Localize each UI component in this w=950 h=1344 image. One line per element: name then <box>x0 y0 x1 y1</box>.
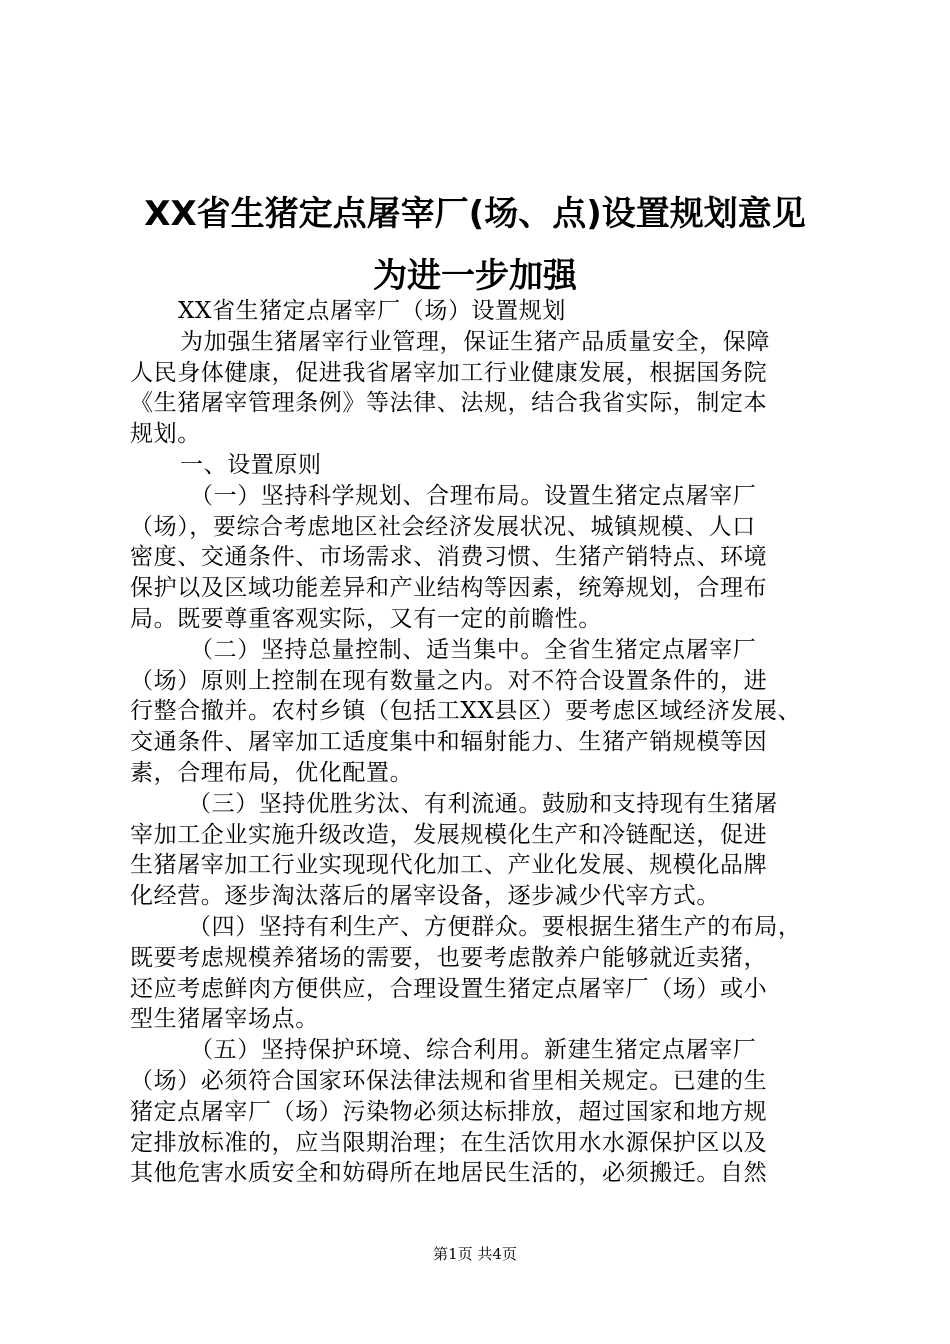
text-line: （一）坚持科学规划、合理布局。设置生猪定点屠宰厂 <box>190 482 757 509</box>
text-line: （四）坚持有利生产、方便群众。要根据生猪生产的布局， <box>188 913 802 940</box>
text-line: （场），要综合考虑地区社会经济发展状况、城镇规模、人口 <box>130 513 756 540</box>
text-line: 人民身体健康，促进我省屠宰加工行业健康发展，根据国务院 <box>130 359 768 386</box>
text-line: （三）坚持优胜劣汰、有利流通。鼓励和支持现有生猪屠 <box>188 790 778 817</box>
text-line: 行整合撤并。农村乡镇（包括工XX县区）要考虑区域经济发展、 <box>130 698 802 725</box>
text-line: 猪定点屠宰厂（场）污染物必须达标排放，超过国家和地方规 <box>130 1098 768 1125</box>
document-body <box>130 296 830 1189</box>
document-subtitle: XX省生猪定点屠宰厂（场）设置规划 <box>178 298 566 324</box>
text-line: （五）坚持保护环境、综合利用。新建生猪定点屠宰厂 <box>190 1037 757 1064</box>
document-title-line-1: XX省生猪定点屠宰厂(场、点)设置规划意见 <box>144 194 806 234</box>
text-line: 《生猪屠宰管理条例》等法律、法规，结合我省实际，制定本 <box>130 390 768 417</box>
text-line: （场）必须符合国家环保法律法规和省里相关规定。已建的生 <box>130 1067 768 1094</box>
text-line: （场）原则上控制在现有数量之内。对不符合设置条件的，进 <box>130 667 768 694</box>
text-line: 生猪屠宰加工行业实现现代化加工、产业化发展、规模化品牌 <box>130 852 768 879</box>
text-line: 其他危害水质安全和妨碍所在地居民生活的，必须搬迁。自然 <box>130 1160 768 1187</box>
text-line: 既要考虑规模养猪场的需要，也要考虑散养户能够就近卖猪， <box>130 944 768 971</box>
text-line: （二）坚持总量控制、适当集中。全省生猪定点屠宰厂 <box>190 636 757 663</box>
document-title-line-2: 为进一步加强 <box>373 256 577 296</box>
page-number-footer: 第1页 共4页 <box>433 1245 517 1263</box>
section-heading: 一、设置原则 <box>180 451 322 478</box>
text-line: 宰加工企业实施升级改造，发展规模化生产和冷链配送，促进 <box>130 821 768 848</box>
text-line: 保护以及区域功能差异和产业结构等因素，统筹规划，合理布 <box>130 575 768 602</box>
text-line: 素，合理布局，优化配置。 <box>130 759 414 786</box>
text-line: 规划。 <box>130 421 201 448</box>
text-line: 化经营。逐步淘汰落后的屠宰设备，逐步减少代宰方式。 <box>130 883 720 910</box>
text-line: 密度、交通条件、市场需求、消费习惯、生猪产销特点、环境 <box>130 544 768 571</box>
text-line: 还应考虑鲜肉方便供应，合理设置生猪定点屠宰厂（场）或小 <box>130 975 768 1002</box>
text-line: 为加强生猪屠宰行业管理，保证生猪产品质量安全，保障 <box>180 328 770 355</box>
text-line: 局。既要尊重客观实际，又有一定的前瞻性。 <box>130 605 602 632</box>
text-line: 型生猪屠宰场点。 <box>130 1006 319 1033</box>
text-line: 交通条件、屠宰加工适度集中和辐射能力、生猪产销规模等因 <box>130 729 768 756</box>
text-line: 定排放标准的，应当限期治理；在生活饮用水水源保护区以及 <box>130 1129 768 1156</box>
